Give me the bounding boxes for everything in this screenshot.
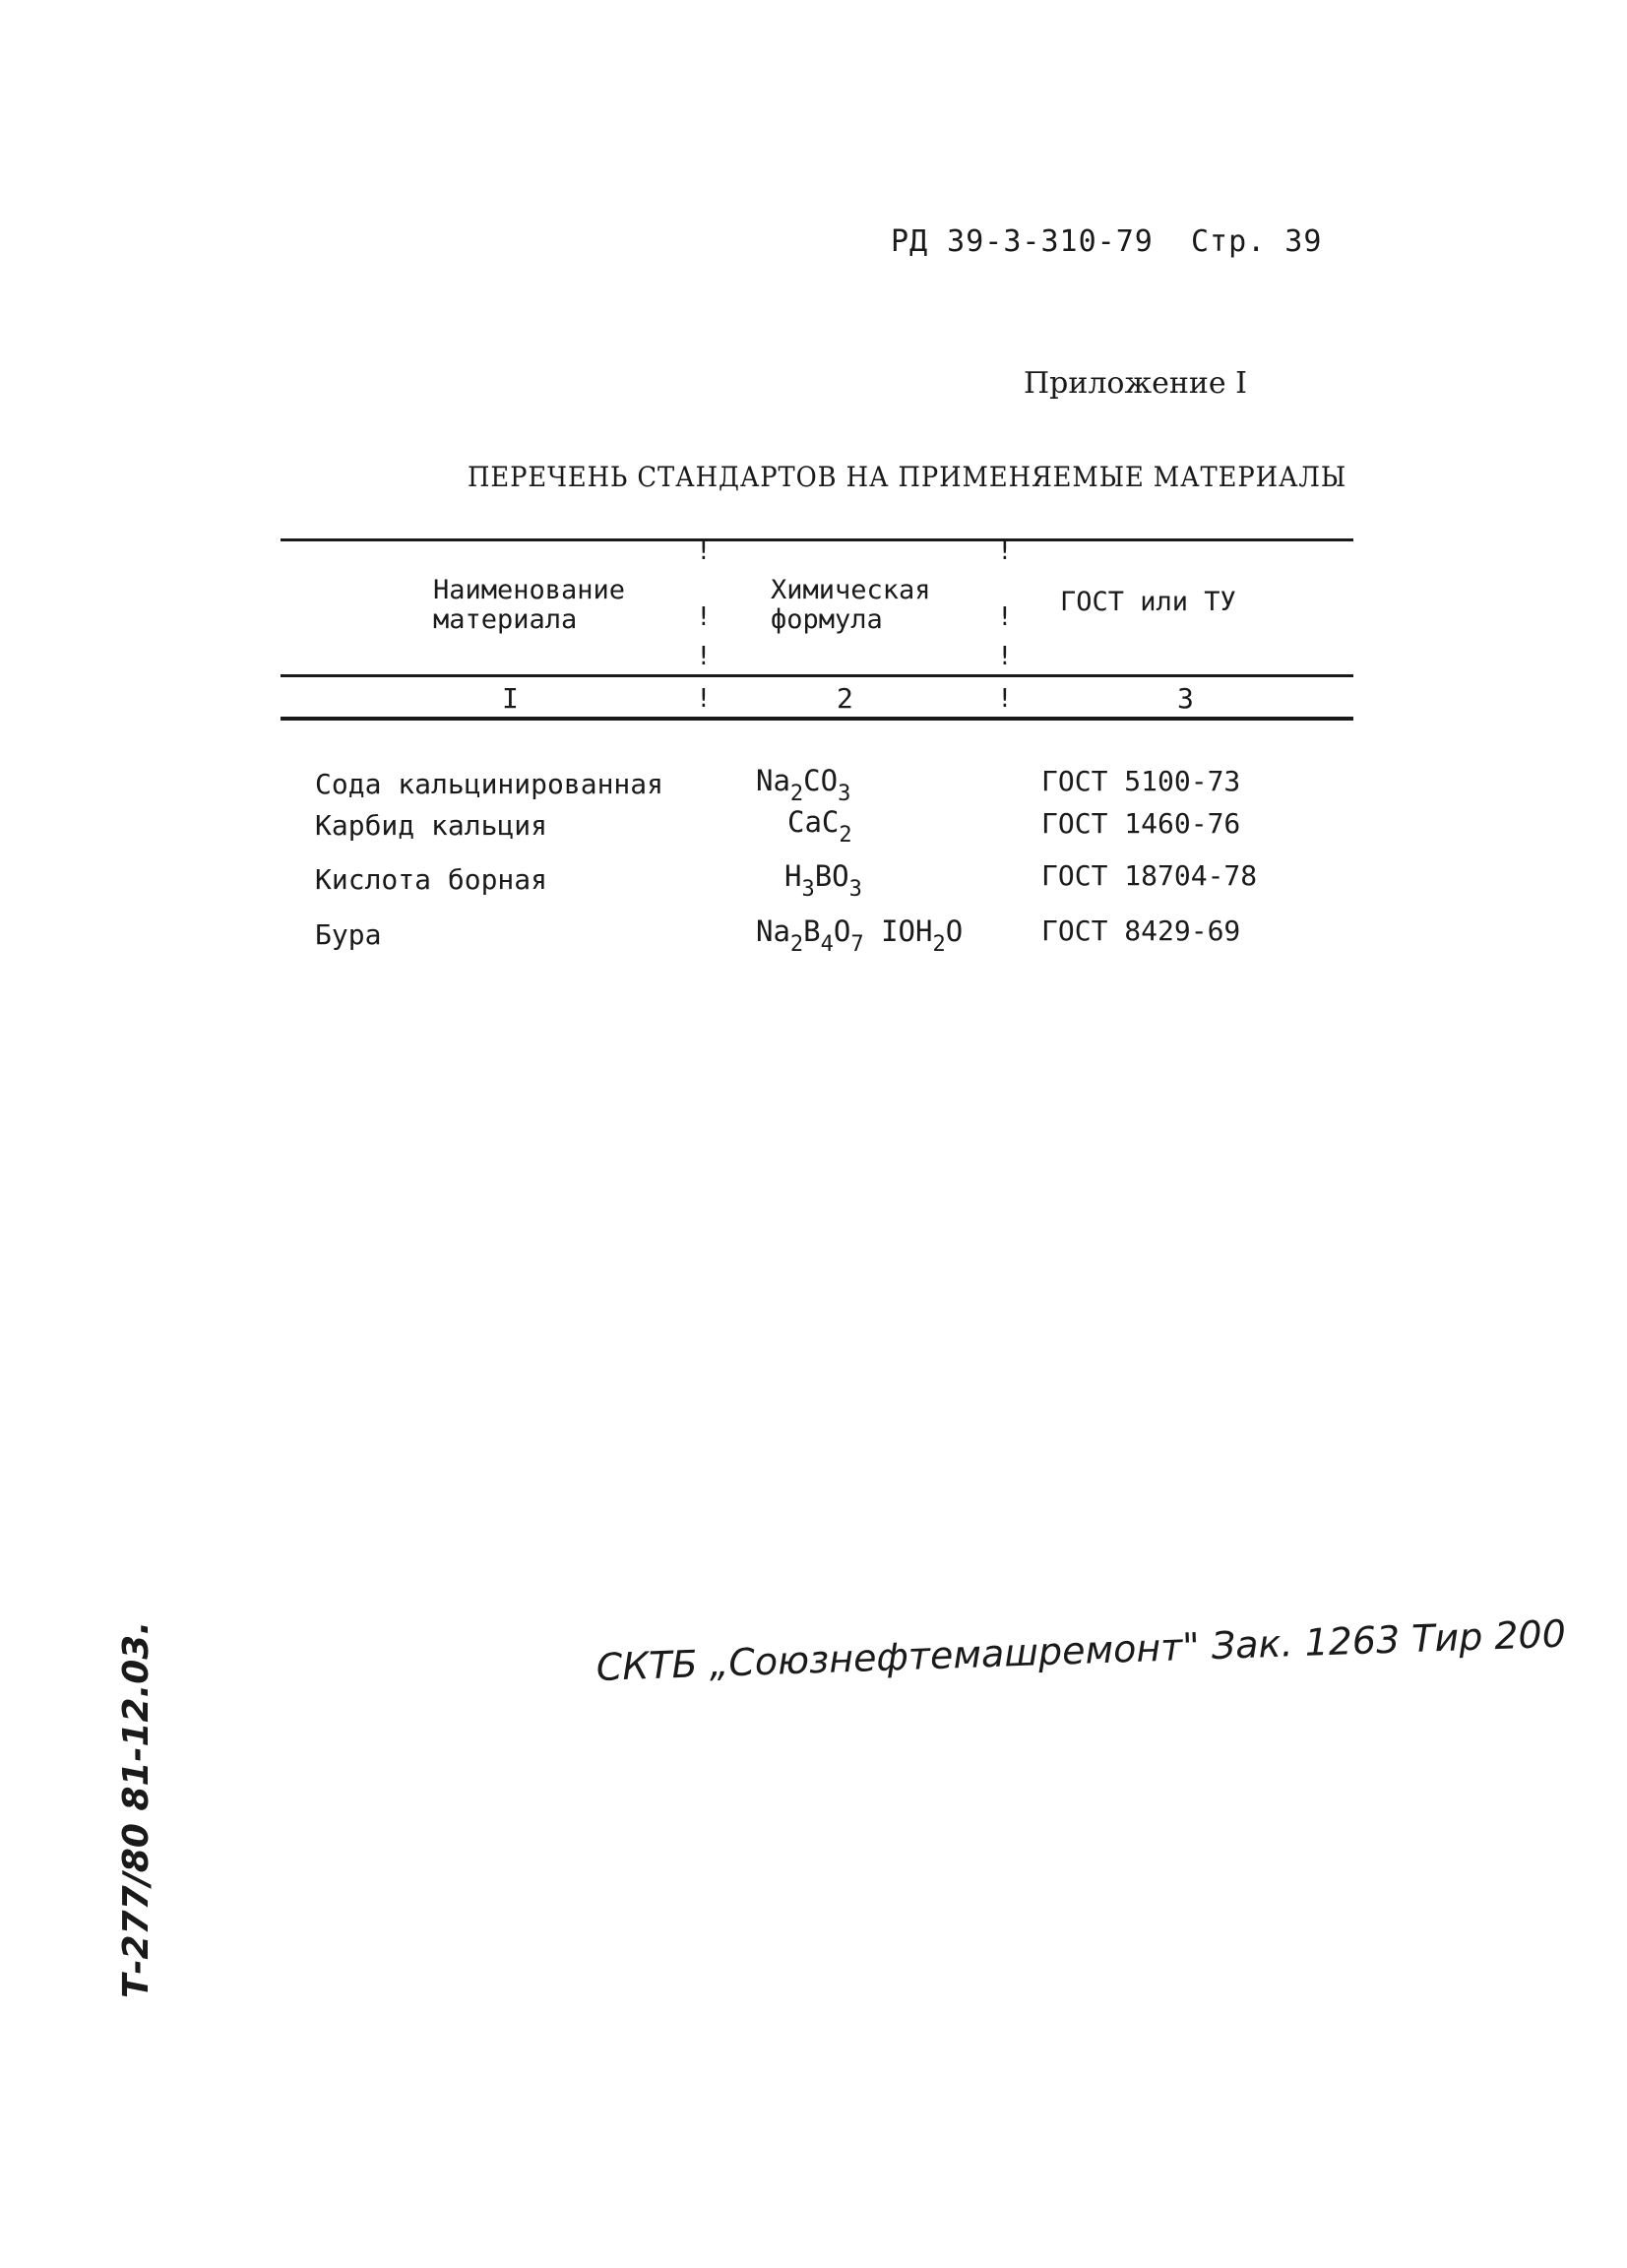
row-2-gost: ГОСТ 1460-76 (1041, 807, 1241, 840)
table-separator: ! (997, 602, 1013, 632)
row-3-formula: $H_3BO_3$ (784, 859, 862, 902)
column-header-material-name (433, 576, 625, 635)
column-number-2: 2 (837, 682, 853, 715)
column-number-3: 3 (1177, 682, 1194, 715)
row-2-material-name: Карбид кальция (315, 809, 548, 842)
table-rule-middle (281, 674, 1353, 677)
table-rule-bottom (281, 717, 1353, 721)
column-header-formula-line2: формула (771, 604, 883, 635)
appendix-label: Приложение I (1024, 366, 1247, 401)
row-4-gost: ГОСТ 8429-69 (1041, 914, 1241, 947)
table-separator: ! (696, 602, 712, 632)
table-separator: ! (696, 536, 712, 566)
document-title: ПЕРЕЧЕНЬ СТАНДАРТОВ НА ПРИМЕНЯЕМЫЕ МАТЕРИАЛЫ (468, 461, 1347, 493)
row-4-formula: $Na_2B_4O_7$ $IOH_2O$ (756, 914, 964, 957)
column-header-gost: ГОСТ или ТУ (1060, 587, 1236, 617)
table-separator: ! (997, 684, 1013, 714)
row-4-material-name: Бура (315, 918, 382, 951)
table-separator: ! (696, 684, 712, 714)
table-rule-top (281, 538, 1353, 541)
row-3-gost: ГОСТ 18704-78 (1041, 859, 1258, 892)
column-header-chemical-formula (771, 576, 931, 635)
page-number: Стр. 39 (1191, 224, 1323, 259)
row-1-gost: ГОСТ 5100-73 (1041, 765, 1241, 797)
row-3-material-name: Кислота борная (315, 863, 548, 896)
row-1-material-name: Сода кальцинированная (315, 768, 664, 800)
print-stamp-line: СКТБ „Союзнефтемашремонт" Зак. 1263 Тир 200 (595, 1611, 1567, 1689)
table-separator: ! (696, 642, 712, 671)
table-separator: ! (997, 642, 1013, 671)
row-2-formula: CaC$_2$ (787, 805, 852, 848)
column-header-formula-line1: Химическая (771, 575, 931, 605)
document-code: РД 39-3-310-79 (891, 224, 1154, 259)
table-separator: ! (997, 536, 1013, 566)
row-1-formula: $Na_2CO_3$ (756, 764, 851, 806)
margin-handwritten-note: Т-277/80 81-12.03. (116, 1620, 156, 1998)
column-number-1: I (502, 682, 519, 715)
column-header-material-name-line1: Наименование (433, 575, 626, 605)
column-header-material-name-line2: материала (433, 604, 578, 635)
